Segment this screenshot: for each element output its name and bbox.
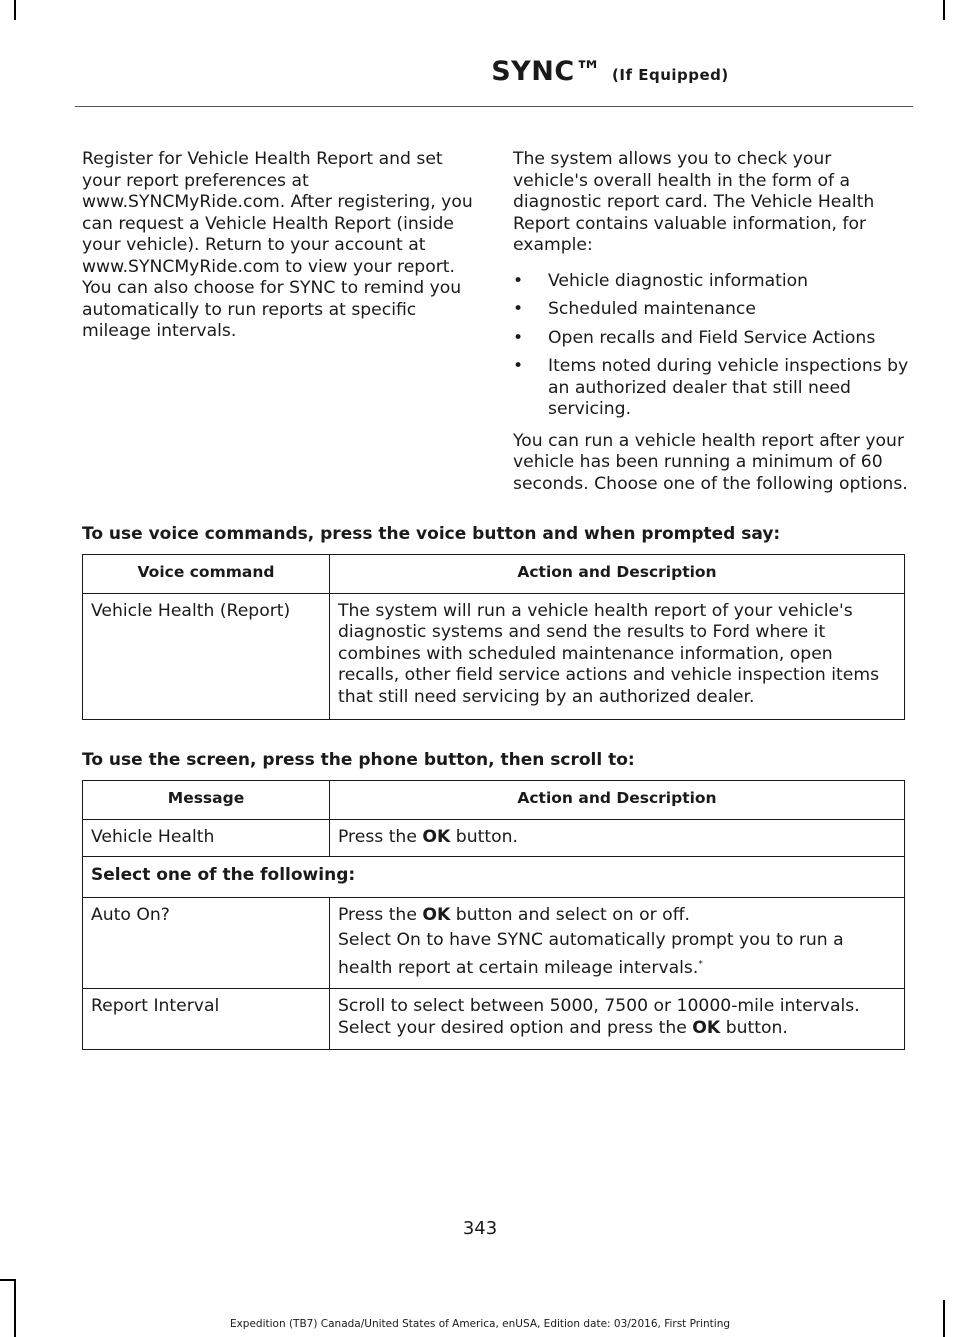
select-option-text: Select your desired option and press the: [338, 1017, 687, 1038]
table-row: [83, 819, 905, 857]
crop-mark-top-left-vertical: [14, 0, 16, 20]
ok-keyword: OK: [422, 826, 451, 847]
header-title: SYNC™: [491, 56, 603, 87]
auto-on-description: Select On to have SYNC automatically prompt you to run a health report at certain mileage intervals.: [338, 930, 844, 978]
row-tail-text: button.: [455, 826, 518, 847]
description-line: Scroll to select between 5000, 7500 or 10000-mile intervals.: [338, 996, 860, 1016]
bullet-icon: •: [513, 356, 524, 376]
description-cell: [330, 989, 905, 1050]
bullet-list: [513, 271, 909, 421]
row-tail-text: button and select on or off.: [455, 904, 691, 925]
screen-table: [82, 780, 905, 1050]
bullet-text: Items noted during vehicle inspections by an authorized dealer that still need servicing.: [548, 356, 909, 419]
crop-mark-bottom-left-horizontal: [0, 1279, 16, 1281]
screen-heading: To use the screen, press the phone button, then scroll to:: [82, 750, 635, 770]
message-cell: Vehicle Health: [83, 819, 330, 857]
header-subtitle: (If Equipped): [612, 66, 729, 84]
bullet-text: Vehicle diagnostic information: [548, 270, 809, 291]
page-number: 343: [462, 1218, 498, 1239]
bullet-text: Scheduled maintenance: [548, 299, 756, 319]
bullet-text: Open recalls and Field Service Actions: [548, 327, 876, 348]
description-line: [338, 905, 896, 927]
description-line: [338, 926, 896, 982]
bullet-icon: •: [513, 270, 524, 291]
voice-command-cell: Vehicle Health (Report): [83, 593, 330, 720]
table-row: [83, 897, 905, 989]
left-paragraph: Register for Vehicle Health Report and set your report preferences at www.SYNCMyRide.com. After registering, you can request a Vehicle Health Report (inside your vehicle). Return to your account at www.SYNCMyRide.com to view your report. You can also choose for SYNC to remind you automatically to run reports at specific mileage intervals.: [82, 149, 473, 341]
table-header-row: [83, 555, 905, 594]
column-header-message: Message: [83, 781, 330, 820]
page-header: [300, 56, 920, 87]
list-item: [513, 328, 909, 350]
description-cell: The system will run a vehicle health report of your vehicle's diagnostic systems and send the results to Ford where it combines with scheduled maintenance information, open recalls, other field service actions and vehicle inspection items that still need servicing by an authorized dealer.: [330, 593, 905, 720]
column-header-action-description: Action and Description: [330, 555, 905, 594]
table-row: [83, 593, 905, 720]
column-header-voice-command: Voice command: [83, 555, 330, 594]
row-tail-text: button.: [725, 1017, 788, 1038]
message-cell: Report Interval: [83, 989, 330, 1050]
right-intro: The system allows you to check your vehicle's overall health in the form of a diagnostic report card. The Vehicle Health Report contains valuable information, for example:: [513, 149, 875, 255]
footnote-mark: *: [698, 959, 703, 970]
voice-commands-heading: To use voice commands, press the voice button and when prompted say:: [82, 524, 781, 544]
table-row: [83, 857, 905, 898]
header-divider: [75, 106, 913, 107]
crop-mark-top-right-vertical: [943, 0, 945, 20]
column-header-action-description: Action and Description: [330, 781, 905, 820]
table-header-row: [83, 781, 905, 820]
bullet-icon: •: [513, 327, 524, 348]
description-cell: [330, 897, 905, 989]
ok-keyword: OK: [692, 1017, 721, 1038]
bullet-icon: •: [513, 299, 524, 319]
press-the-text: Press the: [338, 826, 417, 847]
description-line: [338, 1018, 896, 1040]
voice-commands-table: [82, 554, 905, 720]
left-column: [82, 149, 480, 357]
select-one-row: Select one of the following:: [83, 857, 905, 898]
list-item: [513, 271, 909, 293]
edition-footer: Expedition (TB7) Canada/United States of America, enUSA, Edition date: 03/2016, First Printing: [229, 1318, 731, 1330]
right-outro: You can run a vehicle health report after your vehicle has been running a minimum of 60 seconds. Choose one of the following options.: [513, 430, 908, 494]
list-item: [513, 299, 909, 321]
list-item: [513, 356, 909, 421]
description-cell: [330, 819, 905, 857]
message-cell: Auto On?: [83, 897, 330, 989]
press-the-text: Press the: [338, 904, 417, 925]
table-row: [83, 989, 905, 1050]
right-column: [513, 149, 909, 509]
ok-keyword: OK: [422, 904, 451, 925]
